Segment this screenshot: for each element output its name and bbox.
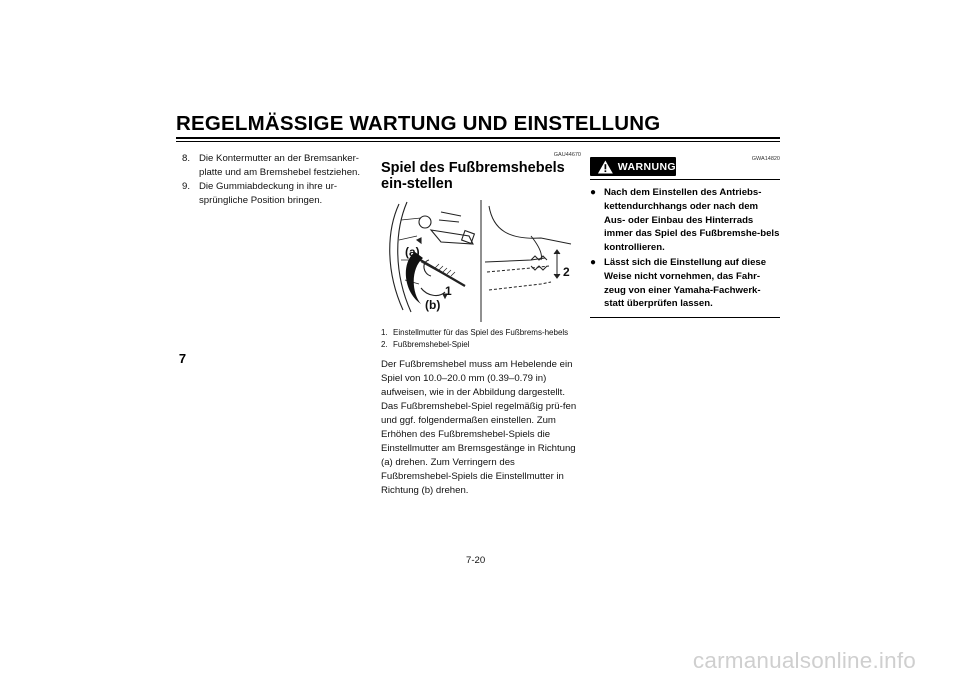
step-item — [182, 152, 372, 180]
title-rule-thin — [176, 141, 780, 142]
warning-triangle-icon — [597, 159, 614, 175]
warning-item — [590, 256, 780, 311]
left-column — [182, 152, 372, 208]
caption-item — [381, 340, 581, 350]
caption-text: Einstellmutter für das Spiel des Fußbrems-hebels — [393, 328, 569, 337]
caption-item — [381, 328, 581, 338]
step-item — [182, 180, 372, 208]
warning-text: Lässt sich die Einstellung auf diese Weise nicht vornehmen, das Fahr-zeug von einer Yamaha-Fachwerk-statt überprüfen lassen. — [604, 256, 767, 310]
caption-number: 1. — [381, 328, 388, 337]
middle-column — [381, 152, 581, 498]
step-number: 9. — [182, 181, 191, 192]
warning-list — [590, 186, 780, 311]
warning-rule-bottom — [590, 317, 780, 318]
step-text: Die Kontermutter an der Bremsanker-platte und am Bremshebel festziehen. — [199, 153, 361, 178]
callout-a: (a) — [405, 245, 420, 259]
warning-label: WARNUNG — [617, 160, 676, 173]
title-rule — [176, 137, 780, 139]
page-number: 7-20 — [466, 555, 486, 566]
figure-captions — [381, 328, 581, 350]
callout-1: 1 — [445, 284, 452, 298]
warning-header — [590, 152, 780, 176]
warning-badge — [590, 157, 676, 176]
caption-text: Fußbremshebel-Spiel — [393, 340, 470, 349]
brake-pedal-figure — [381, 200, 581, 322]
page-title: REGELMÄSSIGE WARTUNG UND EINSTELLUNG — [176, 112, 661, 135]
section-title: Spiel des Fußbremshebels ein-stellen — [381, 160, 565, 192]
callout-2: 2 — [563, 265, 570, 279]
caption-number: 2. — [381, 340, 388, 349]
right-column — [590, 152, 780, 318]
warning-ref-code: GWA14820 — [751, 156, 780, 162]
chapter-tab: 7 — [176, 348, 189, 370]
section-ref-code: GAU44670 — [553, 152, 581, 158]
watermark-link[interactable]: carmanualsonline.info — [692, 648, 916, 673]
step-number: 8. — [182, 153, 191, 164]
warning-rule-top — [590, 179, 780, 180]
warning-text: Nach dem Einstellen des Antriebs-kettendurchhangs oder nach dem Aus- oder Einbau des Hinterrads immer das Spiel des Fußbremshe-bels kontrollieren. — [604, 187, 780, 254]
adjustment-instructions: Der Fußbremshebel muss am Hebelende ein Spiel von 10.0–20.0 mm (0.39–0.79 in) aufweisen, wie in der Abbildung dargestellt. Das Fußbremshebel-Spiel regelmäßig prü-fen und ggf. folgendermaßen einstellen. Zum Erhöhen des Fußbremshebel-Spiels die Einstellmutter am Bremsgestänge in Richtung (a) drehen. Zum Verringern des Fußbremshebel-Spiels die Einstellmutter in Richtung (b) drehen. — [381, 359, 577, 496]
bullet-icon: ● — [590, 256, 597, 268]
brake-illustration — [381, 200, 581, 322]
step-text: Die Gummiabdeckung in ihre ur-sprüngliche Position bringen. — [199, 181, 338, 206]
callout-b: (b) — [425, 298, 441, 312]
warning-item — [590, 186, 780, 255]
bullet-icon: ● — [590, 187, 597, 198]
